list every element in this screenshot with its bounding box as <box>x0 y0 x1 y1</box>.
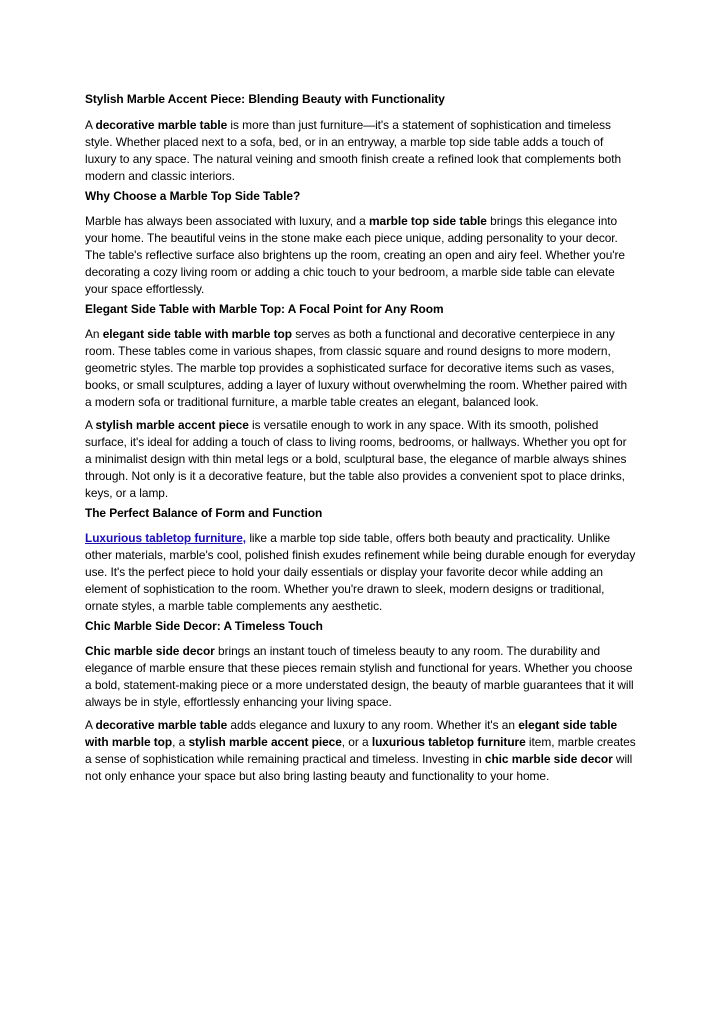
text-run: is versatile enough to work in any space. With its smooth, polished surface, it's ideal for adding a touch of class to living rooms, bedrooms, or hallways. Whether you opt for a minimalist design with thin metal legs or a bold, sculptural base, the elegance of marble always shines through. Not only is it a decorative feature, but the table also provides a convenient spot to place drinks, keys, or a lamp. <box>85 418 627 500</box>
text-run: brings this elegance into your home. The beautiful veins in the stone make each piece unique, adding personality to your decor. The table's reflective surface also brightens up the room, creating an open and airy feel. Whether you're decorating a cozy living room or adding a chic touch to your bedroom, a marble side table can elevate your space effortlessly. <box>85 214 625 296</box>
luxurious-tabletop-furniture-link[interactable]: Luxurious tabletop furniture, <box>85 531 247 545</box>
text-run: adds elegance and luxury to any room. Whether it's an <box>227 718 519 732</box>
text-run: serves as both a functional and decorative centerpiece in any room. These tables come in various shapes, from classic square and round designs to more modern, geometric styles. The marble top provides a sophisticated surface for decorative items such as vases, books, or small sculptures, adding a layer of luxury without overwhelming the room. Whether paired with a modern sofa or traditional furniture, a marble table creates an elegant, balanced look. <box>85 327 628 409</box>
document-title: Stylish Marble Accent Piece: Blending Beauty with Functionality <box>85 92 445 106</box>
intro-paragraph <box>85 117 636 185</box>
bold-keyword: decorative marble table <box>95 718 228 732</box>
bold-keyword: decorative marble table <box>95 118 228 132</box>
form-function-paragraph <box>85 530 636 615</box>
text-run: A <box>85 118 96 132</box>
text-run: A <box>85 718 96 732</box>
section-heading-chic-decor: Chic Marble Side Decor: A Timeless Touch <box>85 619 323 633</box>
elegant-side-table-paragraph <box>85 326 636 411</box>
bold-keyword: stylish marble accent piece <box>95 418 249 432</box>
bold-keyword: stylish marble accent piece <box>188 735 342 749</box>
text-run: like a marble top side table, offers both beauty and practicality. Unlike other materials, marble's cool, polished finish exudes refinement while being durable enough for everyday use. It's the perfect piece to hold your daily essentials or display your favorite decor while adding an element of sophistication to the room. Whether you're drawn to sleek, modern designs or traditional, ornate styles, a marble table complements any aesthetic. <box>85 531 636 613</box>
text-run: is more than just furniture—it's a statement of sophistication and timeless style. Whether placed next to a sofa, bed, or in an entryway, a marble top side table adds a touch of luxury to any space. The natural veining and smooth finish create a refined look that complements both modern and classic interiors. <box>85 118 622 183</box>
accent-piece-paragraph <box>85 417 636 502</box>
text-run: will not only enhance your space but also bring lasting beauty and functionality to your home. <box>85 752 633 783</box>
text-run: Marble has always been associated with luxury, and a <box>85 214 369 228</box>
why-choose-paragraph <box>85 213 636 298</box>
text-run: item, marble creates a sense of sophistication while remaining practical and timeless. Investing in <box>85 735 636 766</box>
bold-keyword: chic marble side decor <box>484 752 613 766</box>
text-run: brings an instant touch of timeless beauty to any room. The durability and elegance of marble ensure that these pieces remain stylish and functional for years. Whether you choose a bold, statement-making piece or a more understated design, the beauty of marble guarantees that it will always be in style, effortlessly enhancing your living space. <box>85 644 634 709</box>
chic-decor-paragraph <box>85 643 636 711</box>
bold-keyword: elegant side table with marble top <box>85 718 618 749</box>
bold-keyword: marble top side table <box>368 214 487 228</box>
bold-keyword: elegant side table with marble top <box>102 327 292 341</box>
bold-keyword: luxurious tabletop furniture <box>371 735 526 749</box>
section-heading-form-function: The Perfect Balance of Form and Function <box>85 506 323 520</box>
section-heading-why-choose: Why Choose a Marble Top Side Table? <box>85 189 301 203</box>
section-heading-elegant-side-table: Elegant Side Table with Marble Top: A Focal Point for Any Room <box>85 302 444 316</box>
bold-keyword: Chic marble side decor <box>85 644 215 658</box>
conclusion-paragraph <box>85 717 636 785</box>
text-run: An <box>85 327 103 341</box>
text-run: A <box>85 418 96 432</box>
text-run: , a <box>172 735 189 749</box>
text-run: , or a <box>341 735 372 749</box>
